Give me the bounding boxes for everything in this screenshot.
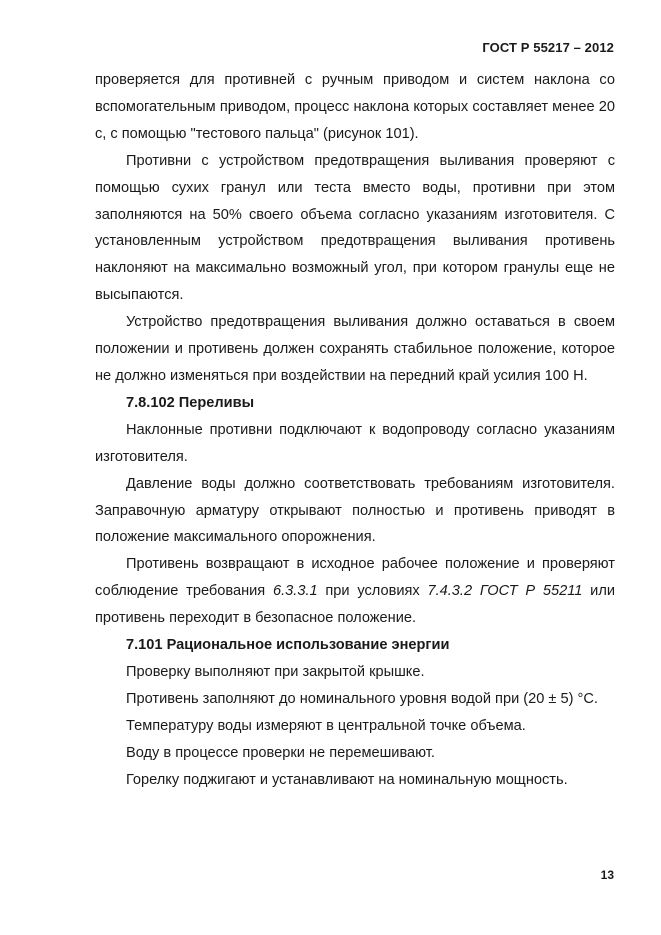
text-span: или противень переходит в безопасное положение. bbox=[95, 583, 615, 627]
page-content bbox=[95, 67, 615, 793]
document-header-id: ГОСТ Р 55217 – 2012 bbox=[482, 40, 614, 55]
paragraph-return-position bbox=[95, 551, 615, 632]
paragraph-finger-test: проверяется для противней с ручным приводом и систем наклона со вспомогательным приводом, процесс наклона которых составляет менее 20 с, с помощью "тестового пальца" (рисунок 101). bbox=[95, 72, 615, 142]
paragraph-burner-power: Горелку поджигают и устанавливают на номинальную мощность. bbox=[126, 771, 568, 788]
paragraph-water-pressure: Давление воды должно соответствовать требованиям изготовителя. Заправочную арматуру открывают полностью и противень приводят в положение максимального опорожнения. bbox=[95, 475, 615, 546]
reference-link: 6.3.3.1 bbox=[272, 583, 318, 600]
text-span: при условиях bbox=[317, 583, 428, 600]
paragraph-measure-temperature: Температуру воды измеряют в центральной точке объема. bbox=[126, 717, 526, 734]
section-heading-overflow: 7.8.102 Переливы bbox=[126, 394, 255, 411]
paragraph-no-stirring: Воду в процессе проверки не перемешивают. bbox=[126, 744, 435, 761]
paragraph-fill-water: Противень заполняют до номинального уровня водой при (20 ± 5) °С. bbox=[126, 690, 598, 707]
section-heading-energy: 7.101 Рациональное использование энергии bbox=[126, 637, 450, 654]
paragraph-stability: Устройство предотвращения выливания должно оставаться в своем положении и противень должен сохранять стабильное положение, которое не должно изменяться при воздействии на передний край усилия 100 Н. bbox=[95, 314, 615, 384]
text-span: Противень возвращают в исходное рабочее положение и проверяют соблюдение требования bbox=[95, 556, 615, 600]
paragraph-anti-spill-test: Противни с устройством предотвращения выливания проверяют с помощью сухих гранул или теста вместо воды, противни при этом заполняются на 50% своего объема согласно указаниям изготовителя. С установленным устройством предотвращения выливания противень наклоняют на максимально возможный угол, при котором гранулы еще не высыпаются. bbox=[95, 152, 615, 304]
paragraph-water-connection: Наклонные противни подключают к водопроводу согласно указаниям изготовителя. bbox=[95, 421, 615, 465]
paragraph-lid-closed: Проверку выполняют при закрытой крышке. bbox=[126, 663, 425, 680]
reference-link: 7.4.3.2 ГОСТ Р 55211 bbox=[427, 583, 583, 600]
page-number: 13 bbox=[600, 868, 614, 882]
